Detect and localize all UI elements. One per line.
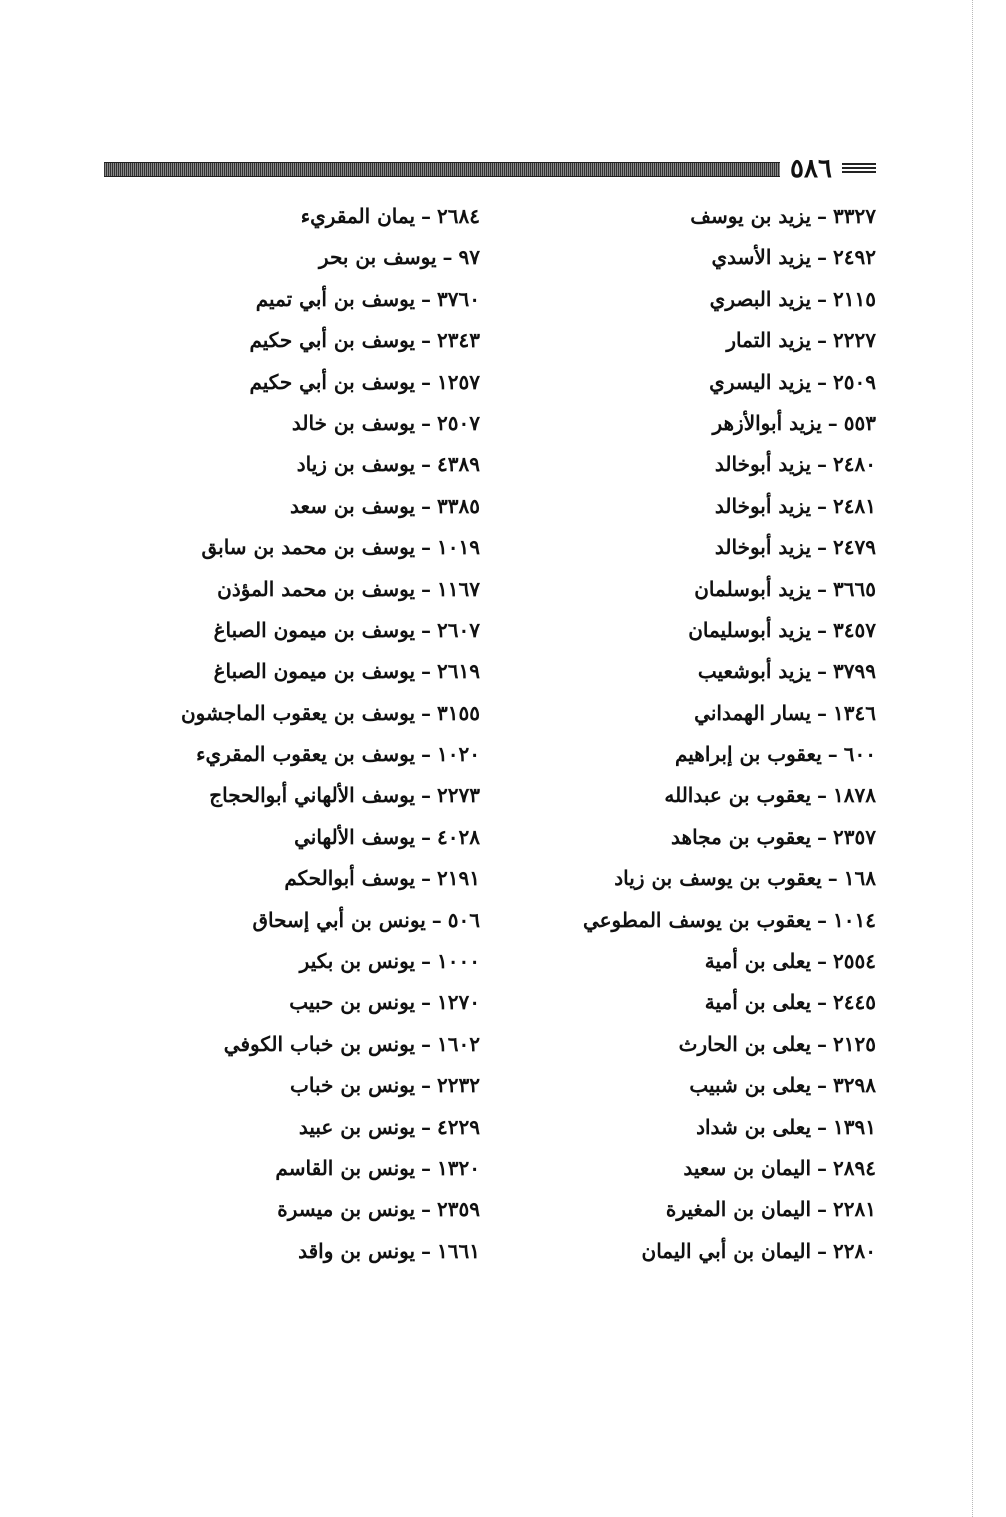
entry-separator: – xyxy=(817,700,828,725)
entry-separator: – xyxy=(817,1155,828,1180)
entry-name: يزيد أبوخالد xyxy=(714,493,812,518)
index-entry xyxy=(560,196,876,237)
entry-number: ٢٦٠٧ xyxy=(437,617,480,642)
entry-name: يعقوب بن إبراهيم xyxy=(674,742,822,767)
entry-separator: – xyxy=(421,866,432,891)
index-entry xyxy=(180,900,480,941)
entry-number: ٢١٢٥ xyxy=(833,1031,876,1056)
entry-number: ١٣٢٠ xyxy=(437,1155,480,1180)
index-entry xyxy=(560,1189,876,1230)
entry-name: يعلى بن أمية xyxy=(704,949,812,974)
entry-name: يونس بن القاسم xyxy=(275,1155,416,1180)
entry-name: يعلى بن الحارث xyxy=(678,1031,812,1056)
entry-number: ٣٧٩٩ xyxy=(833,659,876,684)
entry-separator: – xyxy=(421,949,432,974)
index-entry xyxy=(560,279,876,320)
entry-name: يعقوب بن يوسف بن زياد xyxy=(614,866,822,891)
entry-separator: – xyxy=(421,286,432,311)
entry-name: يزيد الأسدي xyxy=(711,245,812,270)
entry-name: يونس بن بكير xyxy=(299,949,416,974)
entry-separator: – xyxy=(817,369,828,394)
entry-separator: – xyxy=(421,700,432,725)
entry-separator: – xyxy=(421,659,432,684)
entry-name: يوسف بن بحر xyxy=(318,245,437,270)
entry-separator: – xyxy=(421,990,432,1015)
entry-name: يوسف بن أبي حكيم xyxy=(249,369,416,394)
entry-separator: – xyxy=(817,990,828,1015)
entry-number: ٤٢٢٩ xyxy=(437,1114,480,1139)
entry-name: يعلى بن شبيب xyxy=(689,1073,812,1098)
index-entry xyxy=(180,941,480,982)
index-entry xyxy=(560,693,876,734)
entry-separator: – xyxy=(817,1238,828,1263)
entry-number: ٢٦١٩ xyxy=(437,659,480,684)
index-entry xyxy=(560,651,876,692)
index-entry xyxy=(560,1024,876,1065)
entry-number: ٦٠٠ xyxy=(843,742,876,767)
entry-number: ١٦٠٢ xyxy=(437,1031,480,1056)
entry-name: يونس بن واقد xyxy=(298,1238,416,1263)
entry-name: يزيد أبوشعيب xyxy=(697,659,812,684)
index-entry xyxy=(180,817,480,858)
index-entry xyxy=(560,320,876,361)
entry-number: ١٦٦١ xyxy=(437,1238,480,1263)
index-entry xyxy=(180,610,480,651)
entry-name: يوسف بن سعد xyxy=(290,493,416,518)
entry-separator: – xyxy=(421,576,432,601)
entry-number: ١٢٧٠ xyxy=(437,990,480,1015)
entry-separator: – xyxy=(817,576,828,601)
entry-name: يونس بن أبي إسحاق xyxy=(252,907,426,932)
entry-number: ١٠٠٠ xyxy=(437,949,480,974)
entry-separator: – xyxy=(421,369,432,394)
entry-name: يزيد بن يوسف xyxy=(690,204,812,228)
entry-name: يزيد أبوخالد xyxy=(714,535,812,560)
index-entry xyxy=(560,817,876,858)
entry-name: يوسف الألهاني xyxy=(294,824,416,849)
index-entry xyxy=(180,569,480,610)
entry-number: ٣٤٥٧ xyxy=(833,617,876,642)
entry-name: يزيد أبوسلمان xyxy=(694,576,812,601)
index-entry xyxy=(560,1148,876,1189)
entry-separator: – xyxy=(421,742,432,767)
index-entry xyxy=(180,279,480,320)
entry-name: يسار الهمداني xyxy=(694,700,812,725)
index-entry xyxy=(180,982,480,1023)
entry-name: يوسف بن أبي تميم xyxy=(255,286,416,311)
index-entry xyxy=(560,941,876,982)
index-entry xyxy=(560,900,876,941)
entry-separator: – xyxy=(421,1197,432,1222)
entry-number: ٢٤٤٥ xyxy=(833,990,876,1015)
entry-separator: – xyxy=(421,1031,432,1056)
entry-separator: – xyxy=(817,245,828,270)
entry-separator: – xyxy=(817,659,828,684)
entry-separator: – xyxy=(421,410,432,435)
entry-separator: – xyxy=(817,783,828,808)
entry-number: ٢٢٧٣ xyxy=(437,783,480,808)
index-entry xyxy=(180,196,480,237)
entry-number: ١١٦٧ xyxy=(437,576,480,601)
index-entry xyxy=(180,444,480,485)
index-column-left xyxy=(180,196,480,1272)
entry-name: يوسف بن خالد xyxy=(291,410,416,435)
index-entry xyxy=(180,651,480,692)
entry-number: ١٠١٩ xyxy=(437,535,480,560)
entry-name: اليمان بن المغيرة xyxy=(665,1197,812,1222)
index-entry xyxy=(560,734,876,775)
entry-separator: – xyxy=(421,1155,432,1180)
index-entry xyxy=(560,1107,876,1148)
entry-number: ١٦٨ xyxy=(843,866,876,891)
index-entry xyxy=(180,1065,480,1106)
entry-separator: – xyxy=(817,949,828,974)
entry-separator: – xyxy=(817,204,828,228)
index-entry xyxy=(180,775,480,816)
index-entry xyxy=(560,858,876,899)
entry-name: يزيد اليسري xyxy=(709,369,812,394)
index-entry xyxy=(180,320,480,361)
entry-name: يوسف بن ميمون الصباغ xyxy=(213,659,416,684)
entry-separator: – xyxy=(817,1114,828,1139)
entry-number: ٣١٥٥ xyxy=(437,700,480,725)
entry-separator: – xyxy=(817,907,828,932)
entry-number: ٢٤٨١ xyxy=(833,493,876,518)
entry-number: ٢٣٤٣ xyxy=(437,328,480,353)
entry-separator: – xyxy=(431,907,442,932)
index-entry xyxy=(180,1231,480,1272)
entry-name: يوسف بن محمد المؤذن xyxy=(217,576,416,601)
entry-separator: – xyxy=(817,452,828,477)
entry-name: يونس بن ميسرة xyxy=(277,1197,416,1222)
entry-name: يوسف بن أبي حكيم xyxy=(249,328,416,353)
index-entry xyxy=(560,527,876,568)
entry-name: يونس بن خباب الكوفي xyxy=(223,1031,416,1056)
entry-name: يونس بن عبيد xyxy=(298,1114,416,1139)
entry-name: يمان المقريء xyxy=(300,204,416,228)
entry-name: يوسف أبوالحكم xyxy=(284,866,416,891)
entry-name: يزيد أبوخالد xyxy=(714,452,812,477)
entry-separator: – xyxy=(817,328,828,353)
entry-number: ٢٢٨١ xyxy=(833,1197,876,1222)
entry-name: يزيد أبوسليمان xyxy=(688,617,812,642)
entry-separator: – xyxy=(421,1114,432,1139)
entry-number: ٢٢٨٠ xyxy=(833,1238,876,1263)
entry-name: يعقوب بن يوسف المطوعي xyxy=(582,907,812,932)
entry-number: ٢٥٠٧ xyxy=(437,410,480,435)
index-entry xyxy=(180,362,480,403)
entry-number: ٢٨٩٤ xyxy=(833,1155,876,1180)
entry-name: يوسف الألهاني أبوالحجاج xyxy=(209,783,416,808)
entry-name: يعلى بن شداد xyxy=(696,1114,812,1139)
entry-name: يوسف بن يعقوب المقريء xyxy=(196,742,416,767)
index-entry xyxy=(560,486,876,527)
entry-name: اليمان بن أبي اليمان xyxy=(641,1238,812,1263)
entry-separator: – xyxy=(421,617,432,642)
entry-name: يوسف بن زياد xyxy=(296,452,416,477)
index-entry xyxy=(560,237,876,278)
entry-separator: – xyxy=(817,824,828,849)
entry-number: ٢٤٧٩ xyxy=(833,535,876,560)
index-entry xyxy=(180,693,480,734)
index-entry xyxy=(560,610,876,651)
entry-number: ٢٣٥٩ xyxy=(437,1197,480,1222)
entry-separator: – xyxy=(827,866,838,891)
entry-number: ٥٥٣ xyxy=(843,410,876,435)
entry-separator: – xyxy=(421,204,432,228)
entry-separator: – xyxy=(421,452,432,477)
entry-separator: – xyxy=(827,742,838,767)
page-header xyxy=(104,154,876,188)
header-rule xyxy=(104,162,780,177)
entry-name: يوسف بن ميمون الصباغ xyxy=(213,617,416,642)
entry-separator: – xyxy=(421,535,432,560)
entry-separator: – xyxy=(817,1197,828,1222)
index-entry xyxy=(180,486,480,527)
index-entry xyxy=(560,569,876,610)
entry-number: ١٣٤٦ xyxy=(833,700,876,725)
entry-number: ٣٢٩٨ xyxy=(833,1073,876,1098)
entry-name: يعلى بن أمية xyxy=(704,990,812,1015)
entry-name: يزيد البصري xyxy=(709,286,812,311)
index-entry xyxy=(180,1024,480,1065)
entry-number: ٢٤٩٢ xyxy=(833,245,876,270)
index-entry xyxy=(180,527,480,568)
entry-number: ١٣٩١ xyxy=(833,1114,876,1139)
entry-number: ٤٣٨٩ xyxy=(437,452,480,477)
entry-number: ٢٣٥٧ xyxy=(833,824,876,849)
entry-separator: – xyxy=(817,617,828,642)
index-entry xyxy=(560,1065,876,1106)
page-edge-line xyxy=(972,0,974,1517)
entry-number: ١٠٢٠ xyxy=(437,742,480,767)
entry-number: ٣٦٦٥ xyxy=(833,576,876,601)
entry-number: ٢٤٨٠ xyxy=(833,452,876,477)
entry-separator: – xyxy=(817,286,828,311)
entry-number: ٢٦٨٤ xyxy=(437,204,480,228)
index-entry xyxy=(560,444,876,485)
entry-number: ٣٧٦٠ xyxy=(437,286,480,311)
entry-separator: – xyxy=(817,493,828,518)
entry-name: اليمان بن سعيد xyxy=(683,1155,812,1180)
index-entry xyxy=(180,403,480,444)
index-entry xyxy=(180,1107,480,1148)
entry-number: ٣٣٨٥ xyxy=(437,493,480,518)
entry-name: يونس بن حبيب xyxy=(289,990,416,1015)
entry-name: يعقوب بن مجاهد xyxy=(671,824,812,849)
entry-number: ٢٥٥٤ xyxy=(833,949,876,974)
entry-number: ٣٣٢٧ xyxy=(833,204,876,228)
entry-number: ٢١١٥ xyxy=(833,286,876,311)
entry-separator: – xyxy=(817,1073,828,1098)
entry-name: يزيد أبوالأزهر xyxy=(712,410,822,435)
entry-separator: – xyxy=(421,824,432,849)
entry-separator: – xyxy=(421,328,432,353)
page-number: ٥٨٦ xyxy=(790,154,832,184)
entry-separator: – xyxy=(817,1031,828,1056)
index-entry xyxy=(180,1189,480,1230)
entry-name: يوسف بن محمد بن سابق xyxy=(201,535,416,560)
index-entry xyxy=(180,858,480,899)
index-entry xyxy=(560,775,876,816)
entry-number: ١٨٧٨ xyxy=(833,783,876,808)
entry-separator: – xyxy=(421,1073,432,1098)
entry-separator: – xyxy=(817,535,828,560)
entry-number: ٢٥٠٩ xyxy=(833,369,876,394)
entry-name: يوسف بن يعقوب الماجشون xyxy=(180,700,416,725)
entry-name: يونس بن خباب xyxy=(290,1073,416,1098)
entry-number: ٢٢٢٧ xyxy=(833,328,876,353)
entry-number: ٩٧ xyxy=(458,245,480,270)
entry-number: ١٠١٤ xyxy=(833,907,876,932)
entry-number: ١٢٥٧ xyxy=(437,369,480,394)
entry-number: ٢١٩١ xyxy=(437,866,480,891)
entry-separator: – xyxy=(421,1238,432,1263)
entry-number: ٥٠٦ xyxy=(447,907,480,932)
index-entry xyxy=(560,1231,876,1272)
header-ornament xyxy=(842,163,876,173)
entry-separator: – xyxy=(442,245,453,270)
entry-number: ٢٢٣٢ xyxy=(437,1073,480,1098)
entry-name: يزيد التمار xyxy=(726,328,812,353)
index-entry xyxy=(180,1148,480,1189)
index-entry xyxy=(560,362,876,403)
entry-separator: – xyxy=(827,410,838,435)
entry-separator: – xyxy=(421,783,432,808)
index-entry xyxy=(560,403,876,444)
index-column-right xyxy=(560,196,876,1272)
entry-name: يعقوب بن عبدالله xyxy=(664,783,812,808)
index-entry xyxy=(180,734,480,775)
index-entry xyxy=(560,982,876,1023)
index-entry xyxy=(180,237,480,278)
entry-separator: – xyxy=(421,493,432,518)
entry-number: ٤٠٢٨ xyxy=(437,824,480,849)
